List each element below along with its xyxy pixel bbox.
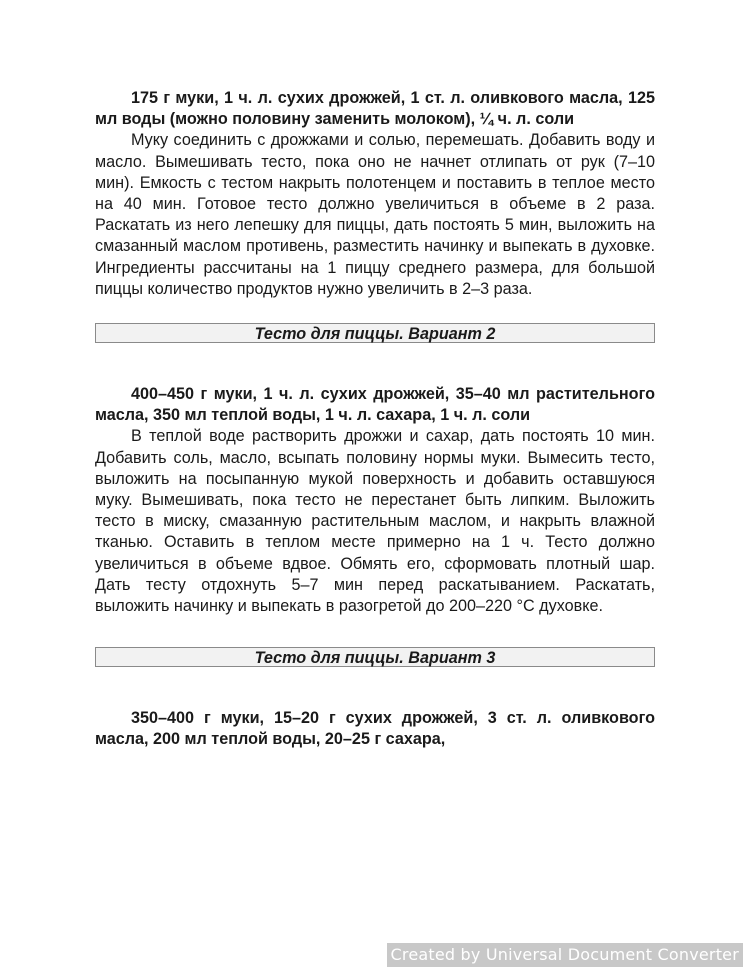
ingredients-paragraph: 350–400 г муки, 15–20 г сухих дрожжей, 3 ст. л. оливкового масла, 200 мл теплой воды, 20–25 г сахара, xyxy=(95,709,655,749)
method-paragraph: Муку соединить с дрожжами и солью, перемешать. Добавить воду и масло. Вымешивать тесто, пока оно не начнет отлипать от рук (7–10 мин). Емкость с тестом накрыть полотенцем и поставить в теплое место на 40 мин. Готовое тесто должно увеличиться в объеме в 2 раза. Раскатать из него лепешку для пиццы, дать постоять 5 мин, выложить на смазанный маслом противень, разместить начинку и выпекать в духовке. Ингредиенты рассчитаны на 1 пиццу среднего размера, для большой пиццы количество продуктов нужно увеличить в 2–3 раза. xyxy=(95,131,655,298)
section-heading: Тесто для пиццы. Вариант 3 xyxy=(95,647,655,667)
recipe-section-2 xyxy=(95,323,655,617)
ingredients-paragraph: 400–450 г муки, 1 ч. л. сухих дрожжей, 35–40 мл растительного масла, 350 мл теплой воды, 1 ч. л. сахара, 1 ч. л. соли xyxy=(95,385,655,425)
section-heading-wrapper xyxy=(95,647,655,667)
section-heading-wrapper xyxy=(95,323,655,343)
watermark-label: Created by Universal Document Converter xyxy=(387,943,743,967)
recipe-section-3 xyxy=(95,647,655,750)
recipe-section-1 xyxy=(95,88,655,300)
method-paragraph: В теплой воде растворить дрожжи и сахар, дать постоять 10 мин. Добавить соль, масло, всыпать половину нормы муки. Вымесить тесто, выложить на посыпанную мукой поверхность и добавить оставшуюся муку. Вымешивать, пока тесто не перестанет быть липким. Выложить тесто в миску, смазанную растительным маслом, и накрыть влажной тканью. Оставить в теплом месте примерно на 1 ч. Тесто должно увеличиться в объеме вдвое. Обмять его, сформовать плотный шар. Дать тесту отдохнуть 5–7 мин перед раскатыванием. Раскатать, выложить начинку и выпекать в разогретой до 200–220 °С духовке. xyxy=(95,427,655,616)
document-page xyxy=(95,88,655,751)
section-heading: Тесто для пиццы. Вариант 2 xyxy=(95,323,655,343)
ingredients-paragraph: 175 г муки, 1 ч. л. сухих дрожжей, 1 ст. л. оливкового масла, 125 мл воды (можно половину заменить молоком), ¼ ч. л. соли xyxy=(95,89,655,129)
